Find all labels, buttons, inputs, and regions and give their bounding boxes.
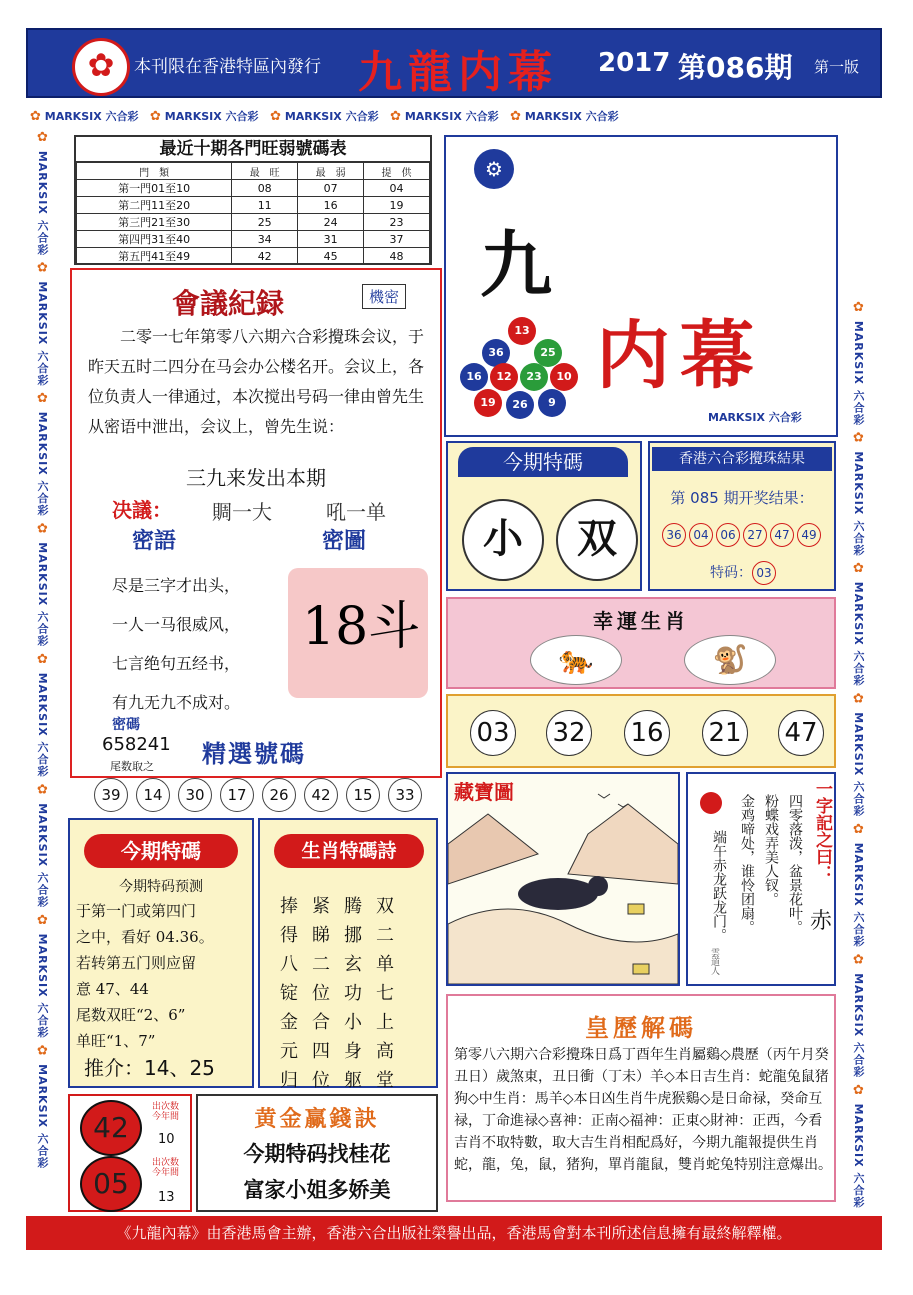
secret-poem — [112, 566, 240, 722]
table-cell: 48 — [364, 248, 430, 265]
result-ball: 49 — [797, 523, 821, 547]
poem-row: 元四身高 — [280, 1041, 408, 1062]
golden-secret-panel — [196, 1094, 438, 1212]
table-cell: 第一門01至10 — [77, 180, 232, 197]
draw-count-panel — [68, 1094, 192, 1212]
table-header: 提 供 — [364, 163, 430, 180]
poem-row: 锭位功七 — [280, 983, 408, 1004]
lottery-ball: 26 — [506, 391, 534, 419]
number-ball: 15 — [346, 778, 380, 812]
count-label: 出次数 今年間 — [152, 1158, 180, 1178]
number-ball: 26 — [262, 778, 296, 812]
forecast-line: 意 47、44 — [76, 980, 149, 998]
number-ball: 39 — [94, 778, 128, 812]
lottery-ball: 36 — [482, 339, 510, 367]
table-cell: 24 — [298, 214, 364, 231]
count-value: 10 — [158, 1132, 175, 1147]
forecast-subtitle: 今期特码预测 — [119, 879, 203, 895]
featured-number: 03 — [470, 710, 516, 756]
table-cell: 16 — [298, 197, 364, 214]
golden-secret-line: 今期特码找桂花 — [243, 1142, 391, 1166]
lottery-ball: 19 — [474, 389, 502, 417]
issue-number: 第086期 — [678, 51, 793, 84]
lottery-ball: 16 — [460, 363, 488, 391]
seal-icon — [700, 792, 722, 814]
secret-code: 658241 — [102, 734, 171, 755]
poem-line: 七言绝句五经书， — [112, 654, 241, 673]
table-title: 最近十期各門旺弱號碼表 — [76, 137, 430, 162]
table-cell: 08 — [232, 180, 298, 197]
result-ball: 36 — [662, 523, 686, 547]
special-number — [710, 561, 779, 585]
header-banner — [26, 28, 882, 98]
footer-disclaimer: 《九龍內幕》由香港馬會主辦，香港六合出版社榮譽出品，香港馬會對本刊所述信息擁有最終解釋權。 — [26, 1216, 882, 1250]
result-ball: 47 — [770, 523, 794, 547]
result-ball: 06 — [716, 523, 740, 547]
count-label: 出次数 今年間 — [152, 1102, 180, 1122]
one-word-panel — [686, 772, 836, 986]
forecast-body — [76, 898, 252, 1054]
table-cell: 23 — [364, 214, 430, 231]
table-cell: 37 — [364, 231, 430, 248]
lucky-zodiac-panel — [446, 597, 836, 689]
almanac-interpretation-panel — [446, 994, 836, 1202]
marksix-brand: MARKSIX 六合彩 — [708, 411, 802, 424]
secret-tag: 機密 — [362, 284, 406, 309]
table-cell: 25 — [232, 214, 298, 231]
meeting-body: 二零一七年第零八六期六合彩攪珠会议，于昨天五时二四分在马会办公楼名开。会议上，各位负责人一律通过，本次搅出号码一律由曾先生从密语中泄出，会议上，曾先生说： — [88, 327, 425, 436]
special-code-title: 今期特碼 — [458, 447, 628, 477]
treasure-title: 藏寶圖 — [454, 780, 514, 804]
forecast-recommend: 推介：14、25 — [84, 1056, 215, 1080]
table-cell: 19 — [364, 197, 430, 214]
poem-line: 有九无九不成对。 — [112, 693, 241, 712]
treasure-illustration — [448, 774, 678, 984]
table-row — [77, 214, 430, 231]
lottery-ball: 12 — [490, 363, 518, 391]
poem-row: 八二玄单 — [280, 954, 408, 975]
table-row — [77, 248, 430, 265]
signature: 雲道人 — [709, 948, 719, 975]
table-cell: 31 — [298, 231, 364, 248]
poem-row: 捧紧腾双 — [280, 896, 408, 917]
meeting-title: 會議紀録 — [172, 287, 285, 320]
table-cell: 34 — [232, 231, 298, 248]
lucky-zodiac-title: 幸運生肖 — [593, 609, 689, 633]
secret-picture-label: 密圖 — [322, 529, 367, 554]
featured-numbers-panel — [446, 694, 836, 768]
riddle-column: 端午赤龙跃龙门。 — [711, 830, 727, 942]
lottery-ball: 25 — [534, 339, 562, 367]
distribution-notice: 本刊限在香港特區內發行 — [134, 57, 321, 77]
table-cell: 11 — [232, 197, 298, 214]
number-ball: 30 — [178, 778, 212, 812]
zodiac-poem-title: 生肖特碼詩 — [274, 834, 424, 868]
special-code-parity: 双 — [556, 499, 638, 581]
selected-numbers-label: 精選號碼 — [202, 740, 306, 768]
table-header: 門 類 — [77, 163, 232, 180]
result-ball: 27 — [743, 523, 767, 547]
count-number: 05 — [80, 1156, 142, 1212]
special-number-ball: 03 — [752, 561, 776, 585]
zodiac-poem-panel — [258, 818, 438, 1091]
marksix-strip-top: ✿ MARKSIX 六合彩 ✿ MARKSIX 六合彩 ✿ MARKSIX 六合彩 ✿ MARKSIX 六合彩 ✿ MARKSIX 六合彩 — [30, 109, 619, 124]
golden-secret-line: 富家小姐多娇美 — [243, 1178, 391, 1202]
monkey-icon: 🐒 — [684, 635, 776, 685]
special-number-label: 特码： — [710, 565, 752, 581]
logo-word-jiu: 九 — [480, 223, 553, 307]
resolution-two: 吼一单 — [326, 500, 386, 524]
emblem-icon: ⚙ — [474, 149, 514, 189]
featured-number: 16 — [624, 710, 670, 756]
number-ball: 17 — [220, 778, 254, 812]
code-label: 密碼 — [112, 717, 140, 733]
count-value: 13 — [158, 1190, 175, 1205]
poem-line: 一人一马很威风， — [112, 615, 241, 634]
code-note: 尾数取之 — [110, 760, 154, 773]
result-ball: 04 — [689, 523, 713, 547]
number-ball: 33 — [388, 778, 422, 812]
hot-cold-number-table — [74, 135, 432, 265]
marksix-strip-right: ✿ MARKSIX 六合彩 ✿ MARKSIX 六合彩 ✿ MARKSIX 六合彩 ✿ MARKSIX 六合彩 ✿ MARKSIX 六合彩 ✿ MARKSIX 六合彩 ✿ MARKSIX 六合彩 — [851, 300, 866, 1209]
table-row — [77, 197, 430, 214]
special-code-panel — [446, 441, 642, 591]
riddle-answer: 赤 — [810, 909, 833, 934]
selected-numbers — [94, 778, 434, 812]
results-label: 第 085 期开奖结果： — [670, 489, 814, 507]
riddle-column: 四零落泼，盆景花叶。 — [787, 794, 803, 934]
lottery-ball: 13 — [508, 317, 536, 345]
interpretation-body: 第零八六期六合彩攪珠日爲丁酉年生肖屬鷄◇農歷（丙午月癸丑日）歲煞東，丑日衝（丁未）羊◇本日吉生肖：蛇龍兔鼠猪狗◇中生肖：馬羊◇本日凶生肖牛虎猴鷄◇是日命禄，癸命互禄，丁命進禄◇喜神：正南◇福神：正東◇財神：正西，今看吉肖不取特數，取大吉生肖相配爲好，今期九龍報提供生肖蛇，龍，兔，鼠，猪狗，單肖龍鼠，雙肖蛇兔特别注意爆出。 — [454, 1047, 832, 1173]
forecast-line: 单旺“1、7” — [76, 1032, 156, 1050]
table-cell: 04 — [364, 180, 430, 197]
forecast-line: 之中，看好 04.36。 — [76, 928, 214, 946]
interpretation-title: 皇歷解碼 — [585, 1013, 697, 1042]
special-code-forecast-panel — [68, 818, 254, 1088]
draw-results-panel — [648, 441, 836, 591]
table-header: 最 旺 — [232, 163, 298, 180]
meeting-record-panel — [70, 268, 442, 804]
golden-secret-title: 黄金赢錢訣 — [254, 1107, 380, 1132]
lottery-balls-image — [460, 317, 590, 427]
meeting-line: 三九来发出本期 — [186, 466, 326, 490]
lottery-ball: 9 — [538, 389, 566, 417]
results-title: 香港六合彩攪珠結果 — [652, 447, 832, 471]
zodiac-poem-grid — [280, 892, 430, 1095]
lottery-ball: 10 — [550, 363, 578, 391]
table-row — [77, 231, 430, 248]
poem-row: 得睇挪二 — [280, 925, 408, 946]
tiger-icon: 🐅 — [530, 635, 622, 685]
table-cell: 42 — [232, 248, 298, 265]
forecast-line: 若转第五门则应留 — [76, 954, 197, 972]
featured-number: 47 — [778, 710, 824, 756]
featured-number: 32 — [546, 710, 592, 756]
number-table — [76, 162, 430, 265]
poem-row: 金合小上 — [280, 1012, 408, 1033]
featured-number: 21 — [702, 710, 748, 756]
bauhinia-seal-icon — [72, 38, 130, 96]
edition-label: 第一版 — [814, 58, 860, 76]
issue-year: 2017 — [598, 48, 671, 78]
table-cell: 第二門11至20 — [77, 197, 232, 214]
number-ball: 14 — [136, 778, 170, 812]
resolution-label: 决議： — [112, 498, 172, 522]
lottery-ball: 23 — [520, 363, 548, 391]
table-cell: 07 — [298, 180, 364, 197]
riddle-column: 金鸡啼处，谁怜团扇。 — [739, 794, 755, 934]
secret-picture — [288, 568, 428, 698]
number-ball: 42 — [304, 778, 338, 812]
table-cell: 45 — [298, 248, 364, 265]
logo-word-neimu: 内幕 — [596, 313, 764, 399]
poem-row: 归位躯堂 — [280, 1070, 408, 1091]
resolution-one: 賙一大 — [212, 500, 272, 524]
secret-words-label: 密語 — [132, 529, 177, 554]
table-cell: 第四門31至40 — [77, 231, 232, 248]
table-header: 最 弱 — [298, 163, 364, 180]
marksix-strip-left: ✿ MARKSIX 六合彩 ✿ MARKSIX 六合彩 ✿ MARKSIX 六合彩 ✿ MARKSIX 六合彩 ✿ MARKSIX 六合彩 ✿ MARKSIX 六合彩 ✿ MARKSIX 六合彩 ✿ MARKSIX 六合彩 — [35, 130, 50, 1169]
handwritten-picture-text: 18斗 — [302, 597, 421, 657]
one-word-title: 一字記之曰： — [812, 780, 832, 882]
table-cell: 第三門21至30 — [77, 214, 232, 231]
logo-panel — [444, 135, 838, 437]
table-row — [77, 180, 430, 197]
count-number: 42 — [80, 1100, 142, 1156]
special-code-size: 小 — [462, 499, 544, 581]
riddle-column: 粉蝶戏弄美人钗。 — [763, 794, 779, 906]
forecast-line: 尾数双旺“2、6” — [76, 1006, 186, 1024]
forecast-line: 于第一门或第四门 — [76, 902, 197, 920]
publication-title: 九龍内幕 — [358, 47, 558, 98]
forecast-title: 今期特碼 — [84, 834, 238, 868]
poem-line: 尽是三字才出头， — [112, 576, 241, 595]
table-cell: 第五門41至49 — [77, 248, 232, 265]
result-numbers — [662, 523, 838, 547]
treasure-map-panel — [446, 772, 680, 986]
